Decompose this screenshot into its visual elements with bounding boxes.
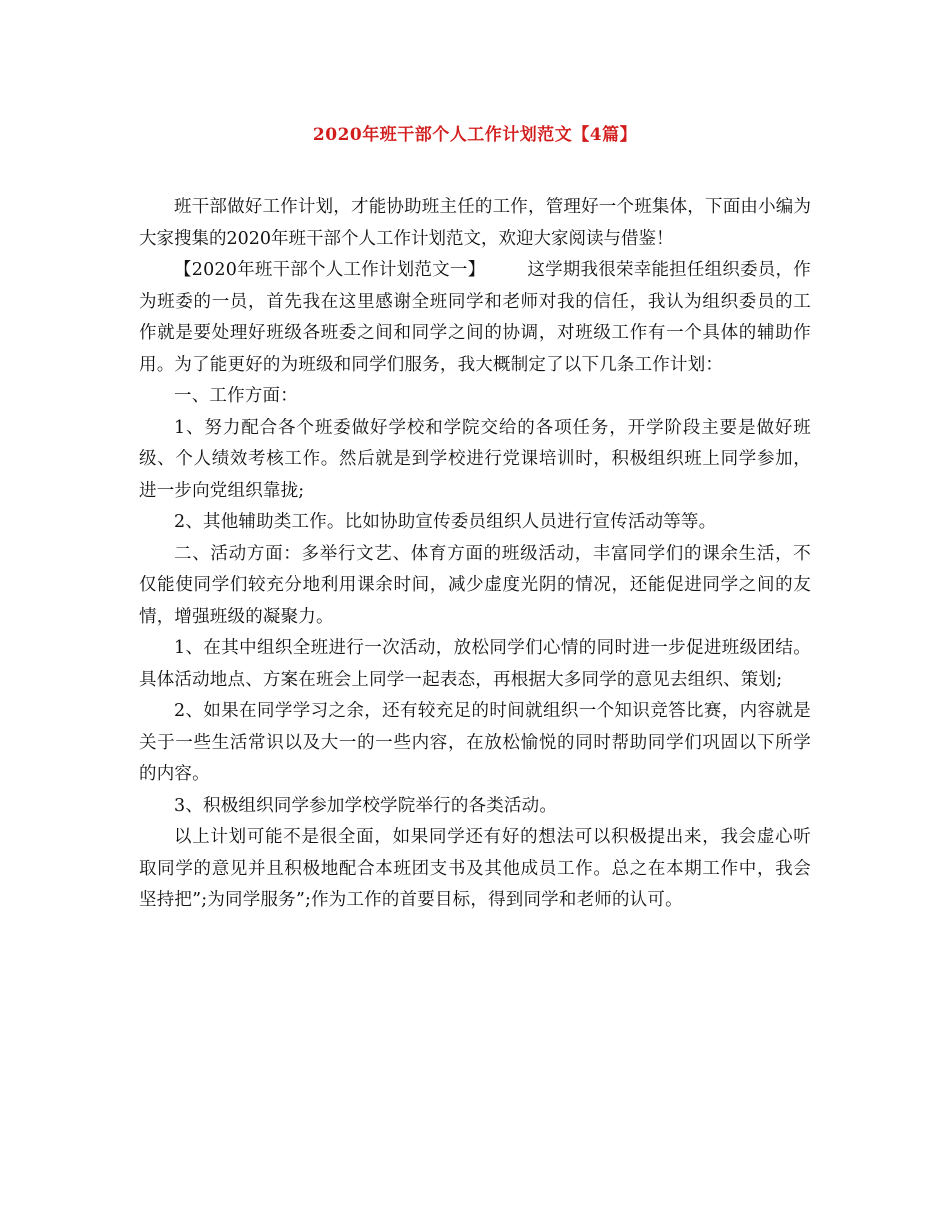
activity-item-1-paragraph: 1、在其中组织全班进行一次活动，放松同学们心情的同时进一步促进班级团结。具体活动地点、方案在班会上同学一起表态，再根据大多同学的意见去组织、策划; xyxy=(139,638,811,690)
activity-item-2-paragraph: 2、如果在同学学习之余，还有较充足的时间就组织一个知识竞答比赛，内容就是关于一些生活常识以及大一的一些内容，在放松愉悦的同时帮助同学们巩固以下所学的内容。 xyxy=(139,701,811,784)
activity-item-3-paragraph: 3、积极组织同学参加学校学院举行的各类活动。 xyxy=(174,795,558,816)
work-item-2-paragraph: 2、其他辅助类工作。比如协助宣传委员组织人员进行宣传活动等等。 xyxy=(174,512,717,532)
intro-paragraph: 班干部做好工作计划，才能协助班主任的工作，管理好一个班集体，下面由小编为大家搜集的2020年班干部个人工作计划范文，欢迎大家阅读与借鉴！ xyxy=(139,197,811,249)
document-body xyxy=(139,192,811,917)
section1-paragraph xyxy=(139,255,811,381)
section1-heading: 【2020年班干部个人工作计划范文一】 xyxy=(174,260,486,280)
activity-heading-paragraph: 二、活动方面：多举行文艺、体育方面的班级活动，丰富同学们的课余生活，不仅能使同学们较充分地利用课余时间，减少虚度光阴的情况，还能促进同学之间的友情，增强班级的凝聚力。 xyxy=(139,543,811,627)
conclusion-paragraph: 以上计划可能不是很全面，如果同学还有好的想法可以积极提出来，我会虚心听取同学的意见并且积极地配合本班团支书及其他成员工作。总之在本期工作中，我会坚持把”;为同学服务”;作为工作的首要目标，得到同学和老师的认可。 xyxy=(139,827,811,910)
work-heading-paragraph: 一、工作方面： xyxy=(174,386,298,406)
work-item-1-paragraph: 1、努力配合各个班委做好学校和学院交给的各项任务，开学阶段主要是做好班级、个人绩效考核工作。然后就是到学校进行党课培训时，积极组织班上同学参加，进一步向党组织靠拢; xyxy=(139,417,811,501)
section1-text: 这学期我很荣幸能担任组织委员，作为班委的一员，首先我在这里感谢全班同学和老师对我的信任，我认为组织委员的工作就是要处理好班级各班委之间和同学之间的协调，对班级工作有一个具体的辅助作用。为了能更好的为班级和同学们服务，我大概制定了以下几条工作计划： xyxy=(139,260,811,375)
document-title: 2020年班干部个人工作计划范文【4篇】 xyxy=(312,125,638,145)
